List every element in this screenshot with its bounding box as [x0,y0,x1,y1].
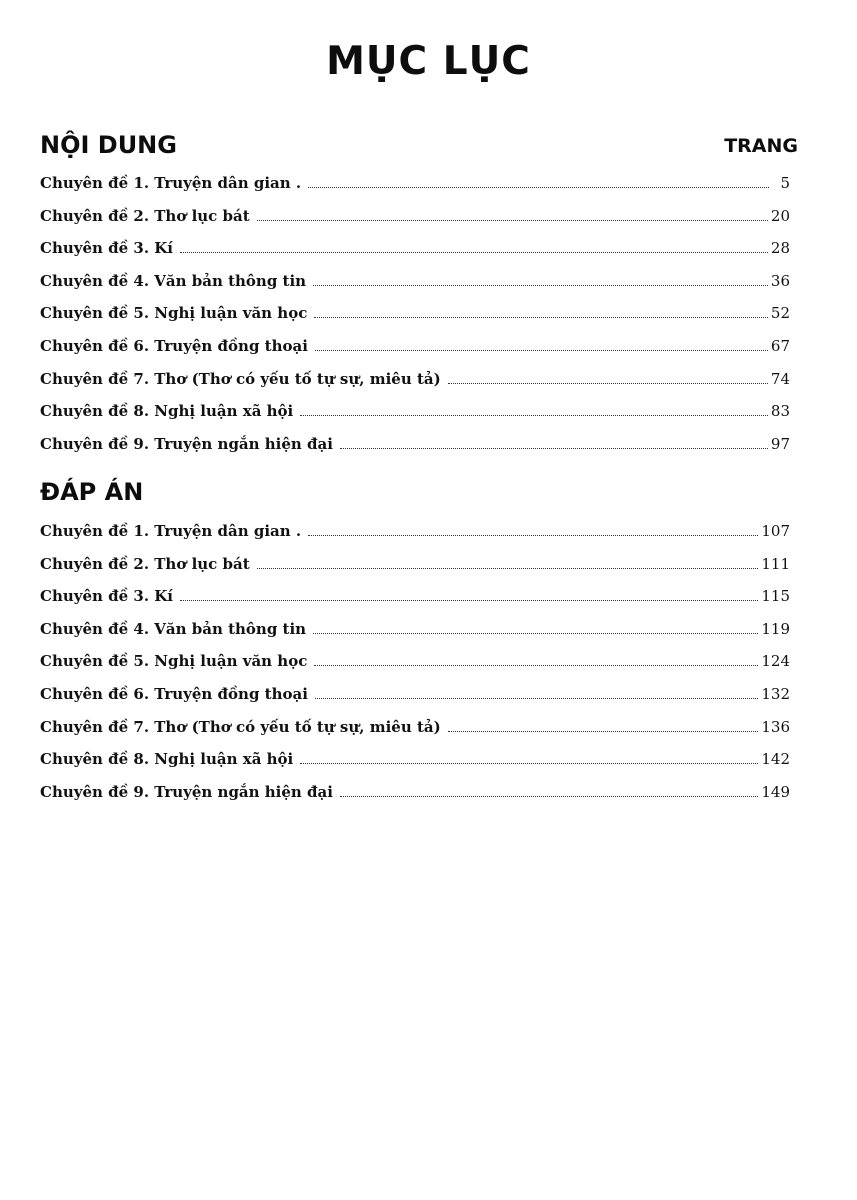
toc-entry-label: Chuyên đề 3. Kí [40,587,174,606]
section-heading-noi-dung: NỘI DUNG [40,131,177,159]
toc-entry-page: 52 [770,304,790,323]
toc-entry[interactable] [40,399,790,432]
toc-entry[interactable] [40,715,790,748]
toc-entry-label: Chuyên đề 9. Truyện ngắn hiện đại [40,434,333,453]
dot-leader [257,219,768,221]
toc-entry-page: 36 [770,271,790,290]
dot-leader [448,730,759,732]
section-heading-dap-an: ĐÁP ÁN [40,478,144,506]
toc-list-dap-an [40,519,790,812]
dot-leader [340,795,758,797]
toc-entry-label: Chuyên đề 6. Truyện đồng thoại [40,336,308,355]
dot-leader [340,447,768,449]
dot-leader [180,251,768,253]
toc-entry[interactable] [40,649,790,682]
dot-leader [313,284,768,286]
toc-entry-label: Chuyên đề 2. Thơ lục bát [40,206,250,225]
toc-entry-page: 119 [761,619,790,638]
dot-leader [314,664,758,666]
dot-leader [257,567,759,569]
toc-entry[interactable] [40,780,790,813]
toc-entry-label: Chuyên đề 6. Truyện đồng thoại [40,684,308,703]
toc-entry-page: 115 [761,587,790,606]
dot-leader [315,349,768,351]
dot-leader [300,414,768,416]
toc-entry[interactable] [40,301,790,334]
toc-entry-page: 132 [761,684,790,703]
toc-entry-page: 136 [761,717,790,736]
toc-entry-label: Chuyên đề 9. Truyện ngắn hiện đại [40,782,333,801]
toc-entry-page: 111 [761,554,790,573]
toc-entry[interactable] [40,584,790,617]
toc-entry[interactable] [40,682,790,715]
toc-entry-page: 28 [770,239,790,258]
toc-entry[interactable] [40,432,790,465]
toc-entry-label: Chuyên đề 1. Truyện dân gian . [40,522,302,540]
toc-entry[interactable] [40,519,790,552]
page-title: MỤC LỤC [326,39,531,84]
dot-leader [308,534,758,536]
toc-entry-label: Chuyên đề 5. Nghị luận văn học [40,652,308,671]
dot-leader [314,316,768,318]
toc-entry-page: 142 [761,750,790,769]
toc-entry-page: 67 [770,336,790,355]
toc-entry[interactable] [40,171,790,204]
dot-leader [308,186,769,188]
toc-entry[interactable] [40,269,790,302]
toc-entry[interactable] [40,236,790,269]
toc-entry[interactable] [40,367,790,400]
toc-entry-page: 5 [780,174,790,192]
toc-list-noi-dung [40,171,790,464]
dot-leader [313,632,758,634]
toc-entry-page: 149 [761,782,790,801]
toc-entry-label: Chuyên đề 8. Nghị luận xã hội [40,402,294,421]
toc-entry-label: Chuyên đề 8. Nghị luận xã hội [40,750,294,769]
toc-entry-label: Chuyên đề 7. Thơ (Thơ có yếu tố tự sự, miêu tả) [40,717,441,736]
page-column-header: TRANG [724,135,798,157]
dot-leader [300,762,758,764]
toc-entry-page: 74 [770,369,790,388]
toc-entry-label: Chuyên đề 7. Thơ (Thơ có yếu tố tự sự, miêu tả) [40,369,441,388]
toc-entry[interactable] [40,552,790,585]
toc-entry-page: 97 [770,434,790,453]
toc-entry-label: Chuyên đề 3. Kí [40,239,174,258]
toc-entry[interactable] [40,747,790,780]
dot-leader [448,382,768,384]
toc-entry-page: 20 [770,206,790,225]
toc-entry[interactable] [40,334,790,367]
toc-entry[interactable] [40,204,790,237]
toc-entry[interactable] [40,617,790,650]
toc-entry-page: 83 [770,402,790,421]
toc-entry-label: Chuyên đề 4. Văn bản thông tin [40,271,307,290]
toc-entry-label: Chuyên đề 1. Truyện dân gian . [40,174,302,192]
toc-entry-label: Chuyên đề 2. Thơ lục bát [40,554,250,573]
dot-leader [180,599,758,601]
toc-entry-label: Chuyên đề 5. Nghị luận văn học [40,304,308,323]
toc-entry-page: 107 [761,522,790,540]
dot-leader [315,697,758,699]
toc-entry-page: 124 [761,652,790,671]
toc-entry-label: Chuyên đề 4. Văn bản thông tin [40,619,307,638]
